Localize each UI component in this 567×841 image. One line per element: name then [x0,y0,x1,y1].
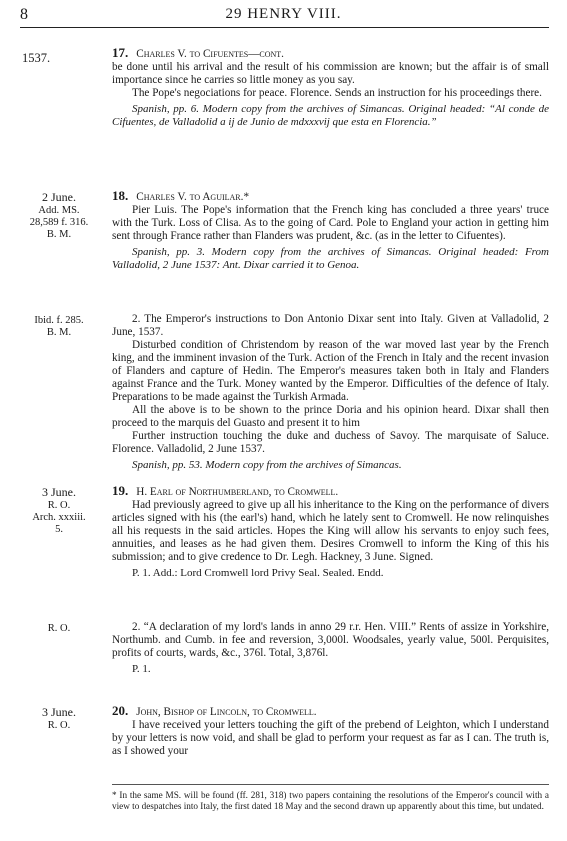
entry-19-margin [18,485,100,536]
entry-source: Spanish, pp. 6. Modern copy from the archives of Simancas. Original headed: “Al conde de Cifuentes, de Valladolid a ij de Junio de mdxxxvij que esta en Florencia.” [112,103,549,128]
entry-number: 20. [112,703,129,718]
entry-title: Charles V. to Cifuentes—cont. [136,48,284,60]
entry-ref: 28,589 f. 316. [29,217,89,228]
header-rule [20,27,549,28]
entry-text: 2. “A declaration of my lord's lands in anno 29 r.r. Hen. VIII.” Rents of assize in Yorkshire, Northumb. and Cumb. in fee and reversion, 3,000l. Woodsales, yearly value, 500l. Perquisites, profits of courts, wards, &c., 376l. Total, 3,876l. [112,621,549,659]
entry-18b [112,313,549,472]
entry-ref: Arch. xxxiii. [32,512,86,523]
page-number: 8 [20,6,28,23]
running-head: 29 HENRY VIII. [225,6,342,22]
entry-18-margin [18,190,100,241]
year-label: 1537. [22,51,51,65]
entry-ref: Ibid. f. 285. [34,315,84,326]
entry-date: 3 June. [42,705,76,719]
entry-text: 2. The Emperor's instructions to Don Antonio Dixar sent into Italy. Given at Valladolid, 2 June, 1537. [112,313,549,338]
entry-18b-margin [18,315,100,339]
entry-date: 2 June. [42,190,76,204]
entry-text: Disturbed condition of Christendom by reason of the war moved last year by the French king, and the imminent invasion of the Turk. Action of the French in Italy and the recent invasion of Flanders and capture of Hedin. The Emperor's measures taken both in Italy and Flanders against France and the Turk. Money wanted by the Emperor. Difficulties of the defence of Italy. Preparations to be made against the Turkish Armada. [112,339,549,403]
entry-ref: Add. MS. [38,205,80,216]
entry-number: 18. [112,188,129,203]
entry-text: Had previously agreed to give up all his inheritance to the King on the performance of divers articles signed with his (the earl's) hand, which he lately sent to Cromwell. He now relinquishes all his requests in the said articles. Hopes the King will allow his servants to enjoy such fees, annuities, and leases as he had given them. Desires Cromwell to inform the King of this his submission; and to give credence to Dr. Legh. Hackney, 3 June. Signed. [112,499,549,563]
entry-text: The Pope's negociations for peace. Florence. Sends an instruction for his proceedings there. [132,87,542,99]
entry-19 [112,484,549,580]
entry-source: Spanish, pp. 53. Modern copy from the archives of Simancas. [132,459,402,471]
entry-text: Pier Luis. The Pope's information that the French king has concluded a three years' truce with the Turk. Loss of Clisa. As to the going of Card. Pole to England your action in getting him sent through France rather than Flanders was prudent, &c. (as in the letter to Cifuentes). [112,204,549,242]
entry-19b [112,621,549,676]
entry-text: I have received your letters touching the gift of the prebend of Leighton, which I understand by your letters is now void, and shall be glad to perform your request as far as I can. The truth is, as I showed your [112,719,549,757]
entry-source: Spanish, pp. 3. Modern copy from the archives of Simancas. Original headed: From Valladolid, 2 June 1537: Ant. Dixar carried it to Genoa. [112,246,549,271]
entry-text: Further instruction touching the duke and duchess of Savoy. The marquisate of Saluce. Florence. Valladolid, 2 June 1537. [112,430,549,455]
entry-ref: 5. [55,524,63,535]
entry-endorsement: P. 1. [132,663,151,675]
page-header [0,2,567,24]
entry-ref: R. O. [47,623,71,634]
entry-date: 3 June. [42,485,76,499]
entry-title: John, Bishop of Lincoln, to Cromwell. [136,706,317,718]
entry-text: All the above is to be shown to the prince Doria and his opinion heard. Dixar shall then proceed to the marquis del Guasto and present it to him [112,404,549,429]
entry-17 [112,46,549,129]
entry-ref: R. O. [47,720,71,731]
footnote: * In the same MS. will be found (ff. 281, 318) two papers containing the resolutions of the Emperor's council with a view to despatches into Italy, the first dated 18 May and the second drawn up apparently about this time, but undated. [112,790,549,811]
entry-number: 19. [112,483,129,498]
entry-19b-margin [18,623,100,635]
entry-number: 17. [112,45,129,60]
entry-18 [112,189,549,272]
entry-20 [112,704,549,758]
entry-title: H. Earl of Northumberland, to Cromwell. [136,486,339,498]
entry-ref: R. O. [47,500,71,511]
entry-ref: B. M. [46,229,72,240]
entry-text: be done until his arrival and the result of his commission are known; but the affair is of small importance since he carries so little money as you say. [112,61,549,86]
entry-endorsement: P. 1. Add.: Lord Cromwell lord Privy Seal. Sealed. Endd. [132,567,384,579]
entry-ref: B. M. [46,327,72,338]
entry-20-margin [18,705,100,732]
entry-title: Charles V. to Aguilar.* [136,191,250,203]
footnote-rule [112,784,549,785]
